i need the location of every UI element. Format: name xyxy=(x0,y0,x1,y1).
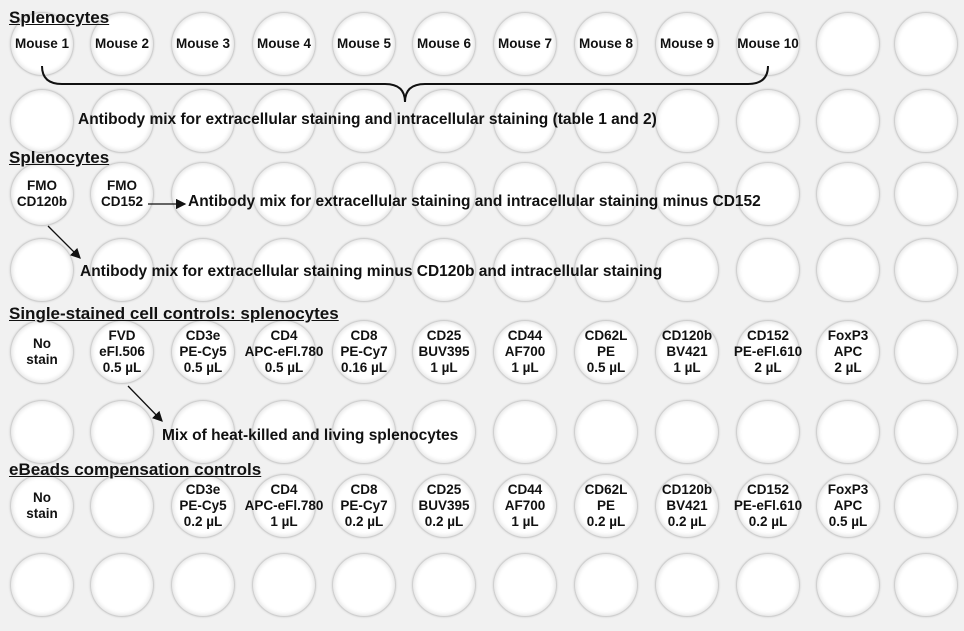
well-label-line: Mouse 2 xyxy=(94,36,149,51)
arrow-fvd xyxy=(128,386,162,421)
well-label-line: CD25 xyxy=(426,482,462,497)
well-label-line: CD3e xyxy=(185,328,221,343)
well-label-line: CD25 xyxy=(426,328,462,343)
well-label-line: APC-eFl.780 xyxy=(244,344,324,359)
well-label-line: CD120b xyxy=(661,482,713,497)
well-label-line: 1 µL xyxy=(430,360,458,375)
well-label-line: Mouse 4 xyxy=(256,36,311,51)
well-label-line: 0.5 µL xyxy=(183,360,223,375)
well-label-line: PE-Cy5 xyxy=(179,498,227,513)
well-label-line: Mouse 9 xyxy=(659,36,714,51)
well-label-line: stain xyxy=(26,352,58,367)
well-label-line: APC xyxy=(833,498,863,513)
well-label-line: CD44 xyxy=(507,482,543,497)
well-label-line: FoxP3 xyxy=(827,482,869,497)
heading-ebeads-controls: eBeads compensation controls xyxy=(9,460,262,479)
well-label-line: No xyxy=(33,336,51,351)
well-label-line: Mouse 1 xyxy=(14,36,69,51)
well-label-line: BV421 xyxy=(666,344,708,359)
note-minus-cd120b-mix: Antibody mix for extracellular staining minus CD120b and intracellular staining xyxy=(80,263,663,280)
well-label-line: 0.2 µL xyxy=(748,514,788,529)
well-label-line: CD4 xyxy=(270,328,298,343)
well-label-line: CD8 xyxy=(350,328,378,343)
well-label-line: CD62L xyxy=(584,482,628,497)
heading-splenocytes-fmo: Splenocytes xyxy=(9,148,110,167)
well-label-line: 0.2 µL xyxy=(424,514,464,529)
well-label-line: CD120b xyxy=(661,328,713,343)
well-label-line: PE-Cy7 xyxy=(340,498,388,513)
well-label-line: CD152 xyxy=(746,482,790,497)
well-label-line: PE-Cy7 xyxy=(340,344,388,359)
note-minus-cd152-mix: Antibody mix for extracellular staining and intracellular staining minus CD152 xyxy=(188,193,761,210)
well-label-line: BUV395 xyxy=(418,344,470,359)
brace-mouse-group xyxy=(42,66,768,102)
well-label-line: PE xyxy=(596,344,615,359)
well-label-line: CD120b xyxy=(16,194,68,209)
well-label-line: AF700 xyxy=(504,344,546,359)
well-label-line: APC xyxy=(833,344,863,359)
well-label-line: 1 µL xyxy=(511,514,539,529)
well-label-line: 0.16 µL xyxy=(340,360,388,375)
well-label-line: Mouse 5 xyxy=(336,36,391,51)
heading-splenocytes-mice: Splenocytes xyxy=(9,8,110,27)
well-label-line: 0.5 µL xyxy=(264,360,304,375)
well-label-line: 0.5 µL xyxy=(102,360,142,375)
well-label-line: BV421 xyxy=(666,498,708,513)
well-label-line: CD152 xyxy=(746,328,790,343)
well-label-line: stain xyxy=(26,506,58,521)
well-label-line: No xyxy=(33,490,51,505)
well-label-line: FMO xyxy=(27,178,57,193)
well-label-line: eFl.506 xyxy=(99,344,145,359)
well-label-line: PE-eFl.610 xyxy=(733,344,803,359)
well-label-line: CD4 xyxy=(270,482,298,497)
well-label-line: Mouse 6 xyxy=(416,36,471,51)
well-label-line: CD44 xyxy=(507,328,543,343)
well-label-line: Mouse 8 xyxy=(578,36,633,51)
well-label-line: FVD xyxy=(108,328,136,343)
well-label-line: AF700 xyxy=(504,498,546,513)
well-label-line: 0.5 µL xyxy=(586,360,626,375)
well-label-line: CD3e xyxy=(185,482,221,497)
arrow-fmo-cd120b xyxy=(48,226,80,258)
well-label-line: Mouse 3 xyxy=(175,36,230,51)
well-label-line: 2 µL xyxy=(754,360,782,375)
well-label-line: Mouse 10 xyxy=(737,36,799,51)
well-label-line: Mouse 7 xyxy=(497,36,552,51)
well-label-line: 1 µL xyxy=(270,514,298,529)
note-heat-killed-mix: Mix of heat-killed and living splenocytes xyxy=(162,427,459,444)
note-full-antibody-mix: Antibody mix for extracellular staining and intracellular staining (table 1 and 2) xyxy=(78,111,657,128)
well-label-line: 2 µL xyxy=(834,360,862,375)
well-label-line: 0.2 µL xyxy=(344,514,384,529)
well-label-line: CD62L xyxy=(584,328,628,343)
well-label-line: BUV395 xyxy=(418,498,470,513)
well-label-line: 0.5 µL xyxy=(828,514,868,529)
heading-single-stained-controls: Single-stained cell controls: splenocytes xyxy=(9,304,339,323)
well-label-line: 1 µL xyxy=(673,360,701,375)
well-label-line: FMO xyxy=(107,178,137,193)
well-label-line: 0.2 µL xyxy=(667,514,707,529)
well-label-line: PE xyxy=(596,498,615,513)
well-label-line: PE-eFl.610 xyxy=(733,498,803,513)
well-label-line: APC-eFl.780 xyxy=(244,498,324,513)
well-label-line: CD152 xyxy=(100,194,144,209)
well-label-line: 1 µL xyxy=(511,360,539,375)
well-label-line: 0.2 µL xyxy=(586,514,626,529)
well-label-line: 0.2 µL xyxy=(183,514,223,529)
well-label-line: PE-Cy5 xyxy=(179,344,227,359)
well-label-line: CD8 xyxy=(350,482,378,497)
well-label-line: FoxP3 xyxy=(827,328,869,343)
